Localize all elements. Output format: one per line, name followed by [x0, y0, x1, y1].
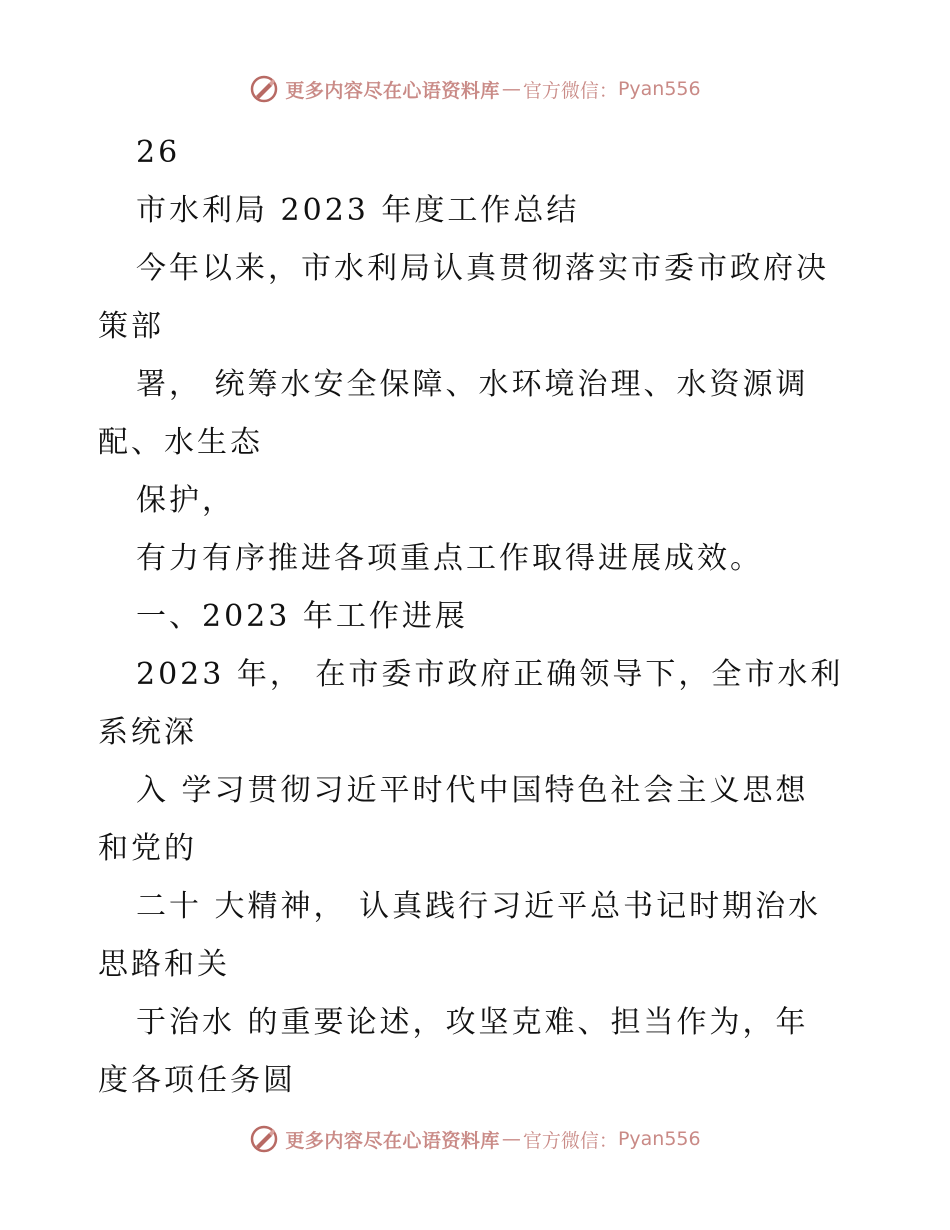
paragraph-line: 2023 年， 在市委市政府正确领导下，全市水利 — [136, 657, 844, 692]
paragraph-line: 思路和关 — [98, 947, 230, 982]
watermark-main-text: 更多内容尽在心语资料库 — [285, 1129, 500, 1152]
paragraph-line: 于治水 的重要论述，攻坚克难、担当作为，年 — [136, 1005, 809, 1040]
watermark-main-text: 更多内容尽在心语资料库 — [285, 79, 500, 102]
watermark-wechat-label: 官方微信： — [522, 79, 618, 102]
paragraph-line: 有力有序推进各项重点工作取得进展成效。 — [136, 541, 763, 576]
page-number-line: 26 — [136, 135, 181, 170]
pen-seal-logo-icon — [249, 74, 279, 104]
watermark-separator: — — [501, 1128, 521, 1150]
paragraph-line: 保护， — [136, 483, 235, 518]
watermark-separator: — — [501, 78, 521, 100]
section-heading: 一、2023 年工作进展 — [136, 599, 468, 634]
document-title: 市水利局 2023 年度工作总结 — [136, 193, 580, 228]
paragraph-line: 系统深 — [98, 715, 197, 750]
paragraph-line: 二十 大精神， 认真践行习近平总书记时期治水 — [136, 889, 822, 924]
footer-watermark — [0, 1124, 950, 1154]
paragraph-line: 度各项任务圆 — [98, 1063, 296, 1098]
watermark-wechat-id: Pyan556 — [617, 1128, 701, 1150]
document-body — [98, 124, 868, 1110]
paragraph-line: 和党的 — [98, 831, 197, 866]
paragraph-line: 署， 统筹水安全保障、水环境治理、水资源调 — [136, 367, 809, 402]
paragraph-line: 策部 — [98, 309, 164, 344]
pen-seal-logo-icon — [249, 1124, 279, 1154]
header-watermark — [0, 74, 950, 104]
watermark-wechat-label: 官方微信： — [522, 1129, 618, 1152]
paragraph-line: 配、水生态 — [98, 425, 263, 460]
paragraph-line: 入 学习贯彻习近平时代中国特色社会主义思想 — [136, 773, 809, 808]
paragraph-line: 今年以来，市水利局认真贯彻落实市委市政府决 — [136, 251, 829, 286]
watermark-wechat-id: Pyan556 — [617, 78, 701, 100]
